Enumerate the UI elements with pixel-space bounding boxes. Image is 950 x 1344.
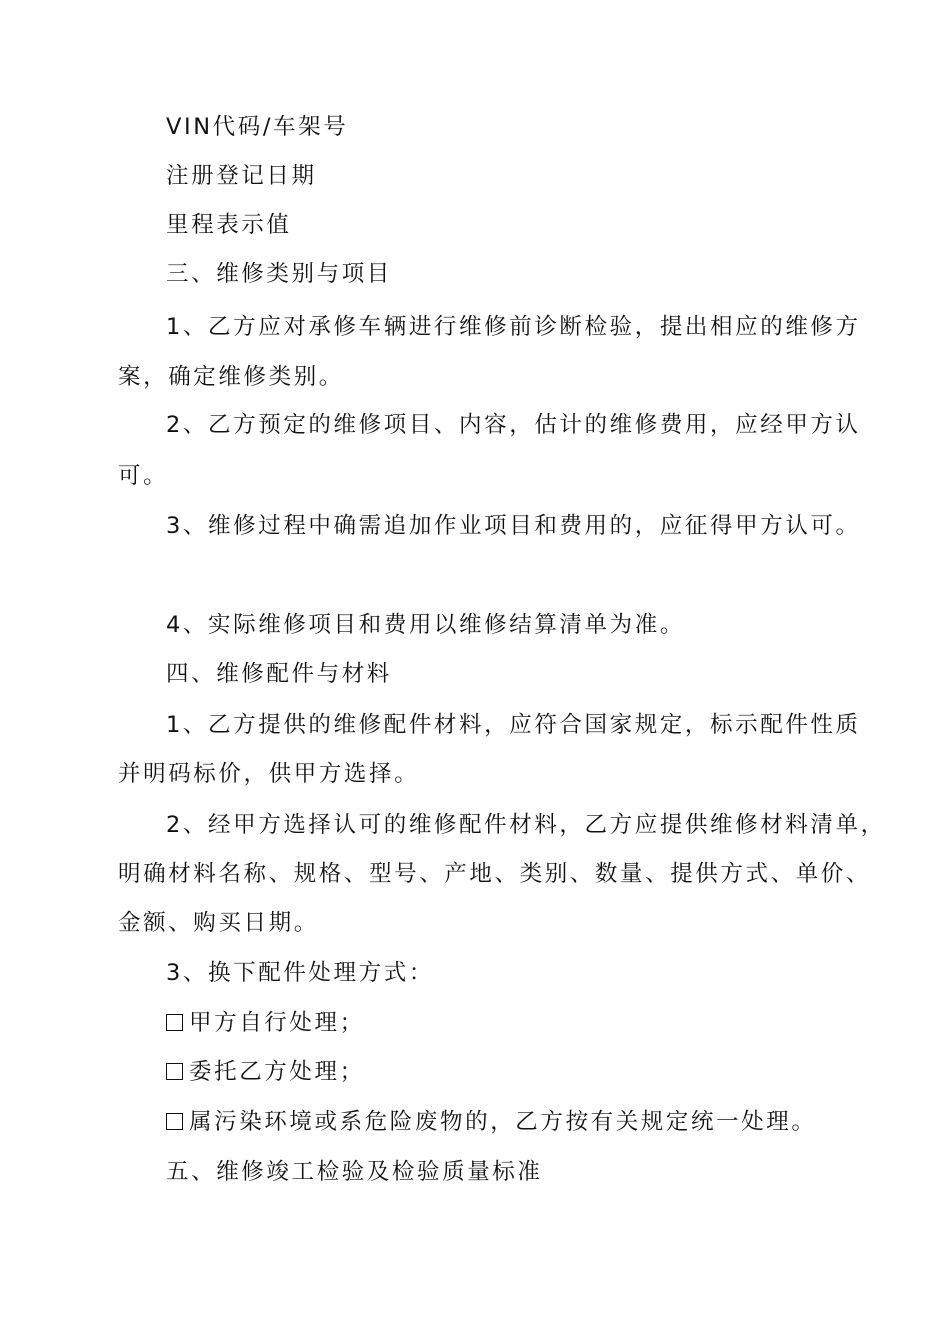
option-label: 属污染环境或系危险废物的，乙方按有关规定统一处理。 (189, 1109, 817, 1135)
paragraph-line: 2、乙方预定的维修项目、内容，估计的维修费用，应经甲方认 (166, 412, 861, 438)
paragraph-line: 可。 (118, 463, 169, 489)
paragraph-line: 2、经甲方选择认可的维修配件材料，乙方应提供维修材料清单， (166, 812, 886, 838)
option-label: 委托乙方处理； (189, 1059, 365, 1085)
paragraph-line: 并明码标价，供甲方选择。 (118, 761, 420, 787)
paragraph-line: 案，确定维修类别。 (118, 364, 344, 390)
paragraph-line: 3、维修过程中确需追加作业项目和费用的，应征得甲方认可。 (166, 513, 861, 539)
vin-field-label: VIN代码/车架号 (166, 114, 349, 140)
checkbox-icon[interactable] (166, 1014, 183, 1031)
option-label: 甲方自行处理； (189, 1010, 365, 1036)
section-heading-3: 三、维修类别与项目 (166, 261, 392, 287)
option-hazardous-waste[interactable] (166, 1107, 817, 1137)
paragraph-line: 3、换下配件处理方式： (166, 960, 434, 986)
option-party-a-dispose[interactable] (166, 1008, 365, 1038)
odometer-label: 里程表示值 (166, 212, 292, 238)
checkbox-icon[interactable] (166, 1063, 183, 1080)
paragraph-line: 1、乙方提供的维修配件材料，应符合国家规定，标示配件性质 (166, 712, 861, 738)
option-entrust-party-b[interactable] (166, 1057, 365, 1087)
paragraph-line: 金额、购买日期。 (118, 910, 319, 936)
section-heading-4: 四、维修配件与材料 (166, 661, 392, 687)
section-heading-5: 五、维修竣工检验及检验质量标准 (166, 1159, 543, 1185)
paragraph-line: 1、乙方应对承修车辆进行维修前诊断检验，提出相应的维修方 (166, 314, 861, 340)
paragraph-line: 4、实际维修项目和费用以维修结算清单为准。 (166, 612, 685, 638)
registration-date-label: 注册登记日期 (166, 163, 317, 189)
paragraph-line: 明确材料名称、规格、型号、产地、类别、数量、提供方式、单价、 (118, 861, 872, 887)
checkbox-icon[interactable] (166, 1113, 183, 1130)
